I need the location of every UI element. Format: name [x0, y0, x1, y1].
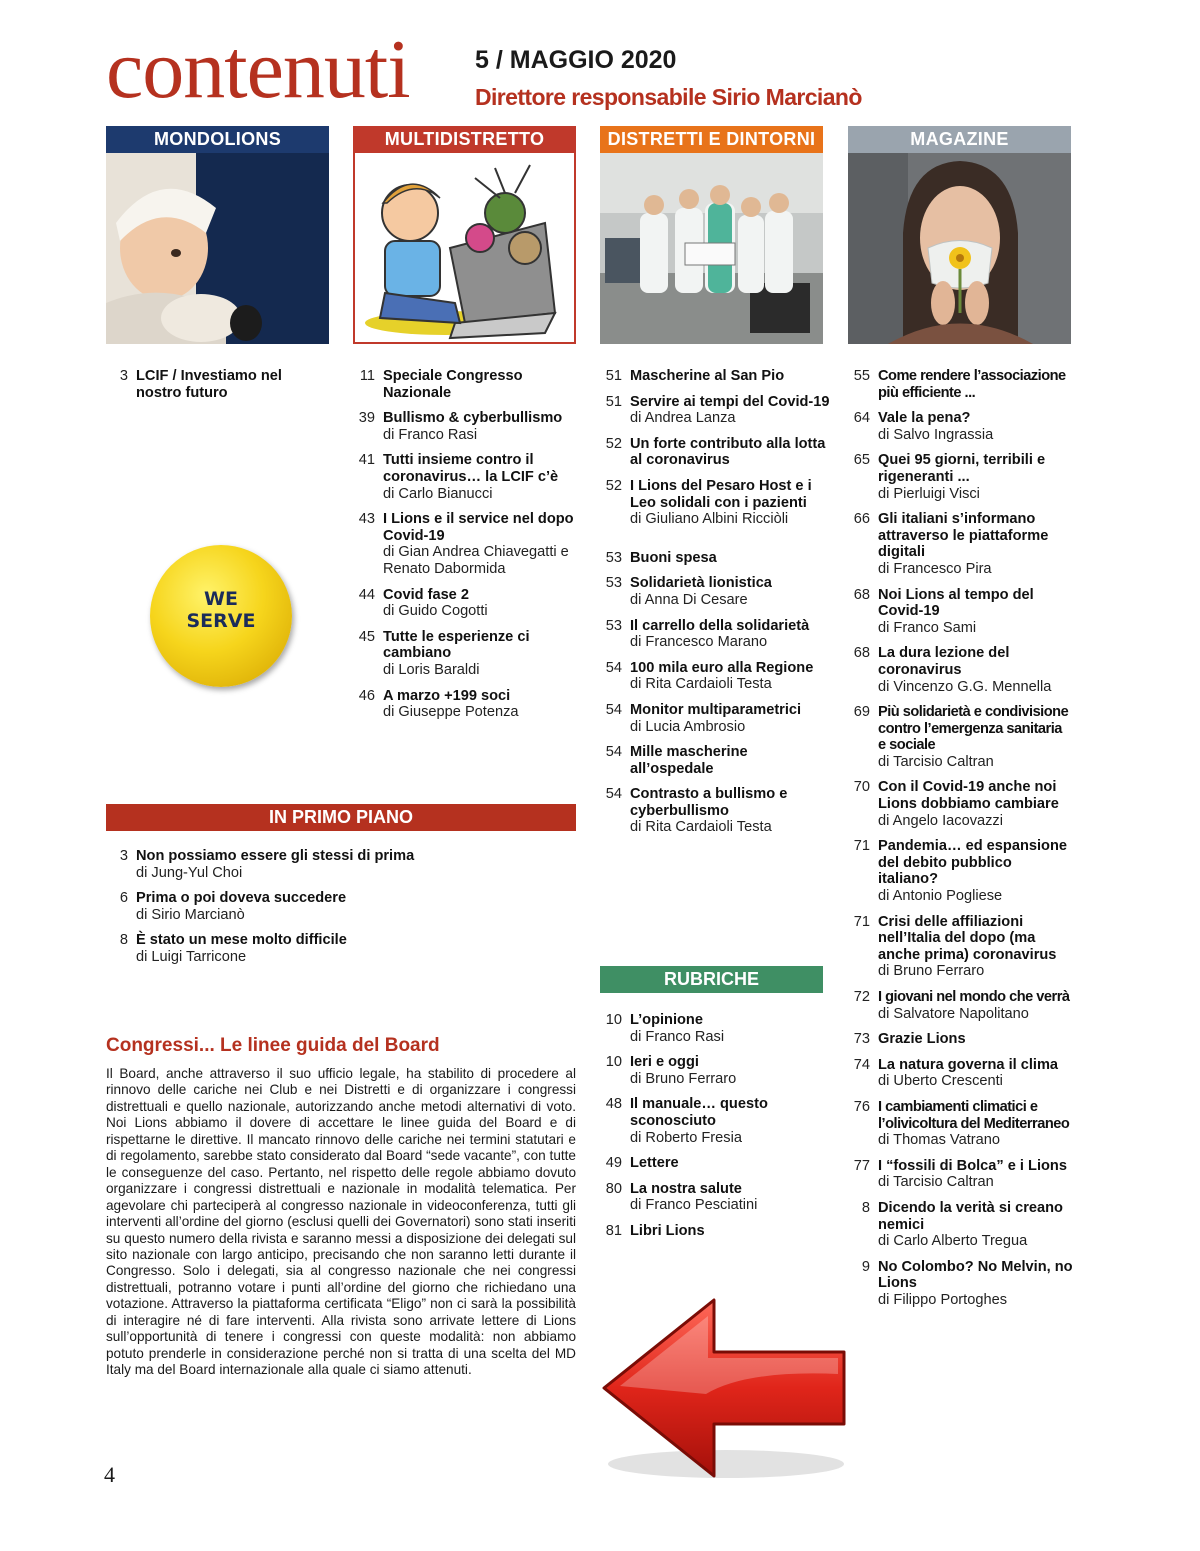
list-item[interactable]: 8 Dicendo la verità si creano nemici di Carlo Alberto Tregua	[861, 1199, 1063, 1250]
toc-magazine	[848, 368, 1073, 1318]
list-item[interactable]: 54 Monitor multiparametrici di Lucia Ambrosio	[605, 701, 802, 735]
list-item[interactable]: 8 È stato un mese molto difficile di Luigi Tarricone	[119, 932, 347, 965]
arrow-left-icon	[596, 1294, 856, 1484]
toc-mondolions	[106, 368, 329, 410]
list-item[interactable]: 71 Pandemia… ed espansione del debito pubblico italiano? di Antonio Pogliese	[853, 838, 1067, 905]
toc-multidistretto	[353, 368, 578, 730]
list-item[interactable]: 68 La dura lezione del coronavirus di Vincenzo G.G. Mennella	[853, 645, 1052, 695]
section-header-in-primo-piano: IN PRIMO PIANO	[106, 804, 576, 831]
list-item[interactable]: 81 Libri Lions	[605, 1222, 705, 1239]
list-item[interactable]: 10 Ieri e oggi di Bruno Ferraro	[605, 1054, 737, 1087]
toc-rubriche	[600, 1012, 830, 1249]
list-item[interactable]: 41 Tutti insieme contro il coronavirus… la LCIF c’è di Carlo Bianucci	[358, 452, 559, 502]
list-item[interactable]: 49 Lettere	[605, 1155, 679, 1172]
list-item[interactable]: 77 I “fossili di Bolca” e i Lions di Tarcisio Caltran	[853, 1157, 1067, 1191]
list-item[interactable]: 68 Noi Lions al tempo del Covid-19 di Franco Sami	[853, 586, 1034, 636]
list-item[interactable]: 76 I cambiamenti climatici e l’olivicoltura del Mediterraneo di Thomas Vatrano	[853, 1098, 1070, 1149]
list-item[interactable]: 71 Crisi delle affiliazioni nell’Italia del dopo (ma anche prima) coronavirus di Bruno Ferraro	[853, 913, 1057, 980]
article-title: Congressi... Le linee guida del Board	[106, 1035, 440, 1056]
section-header-mondolions: MONDOLIONS	[106, 126, 329, 153]
list-item[interactable]: 51 Mascherine al San Pio	[605, 368, 785, 384]
distretti-photo	[600, 153, 823, 344]
list-item[interactable]: 53 Il carrello della solidarietà di Francesco Marano	[605, 617, 810, 651]
list-item[interactable]: 54 100 mila euro alla Regione di Rita Cardaioli Testa	[605, 659, 814, 693]
list-item[interactable]: 39 Bullismo & cyberbullismo di Franco Rasi	[358, 410, 563, 443]
list-item[interactable]: 10 L’opinione di Franco Rasi	[605, 1012, 725, 1045]
list-item[interactable]: 11 Speciale Congresso Nazionale	[359, 368, 523, 401]
multidistretto-cartoon	[353, 153, 576, 344]
issue-date: 5 / MAGGIO 2020	[475, 46, 677, 74]
list-item[interactable]: 55 Come rendere l’associazione più efficiente ...	[853, 368, 1066, 401]
toc-distretti	[600, 368, 830, 845]
list-item[interactable]: 66 Gli italiani s’informano attraverso le piattaforme digitali di Francesco Pira	[853, 511, 1049, 577]
magazine-photo	[848, 153, 1071, 344]
mondolions-photo	[106, 153, 329, 344]
toc-in-primo-piano	[106, 848, 576, 975]
list-item[interactable]: 6 Prima o poi doveva succedere di Sirio Marcianò	[119, 890, 347, 923]
section-header-multidistretto: MULTIDISTRETTO	[353, 126, 576, 153]
list-item[interactable]: 3 Non possiamo essere gli stessi di prima di Jung-Yul Choi	[119, 848, 415, 881]
article-body: Il Board, anche attraverso il suo ufficio legale, ha stabilito di procedere al rinnovo delle cariche nei Club e nei Distretti e di organizzare i congressi distrettuali e quello nazionale, autorizzando anche metodi alternativi di voto. Noi Lions abbiamo il dovere di accettare le linee guida del Board e di rispettarne le direttive. Il mancato rinnovo delle cariche nei termini statutari e di regolamento, sarebbe stato considerato dal Board “sede vacante”, con tutte le conseguenze del caso. Pertanto, nel rispetto delle regole abbiamo dovuto organizzare i congressi distrettuali e nazionale in modalità telematica. Per agevolare chi parteciperà al congresso nazionale in videoconferenza, tutti gli interventi all’ordine del giorno (esclusi quelli dei Governatori) sono stati inseriti su questo numero della rivista e saranno messi a disposizione dei delegati sul sito nazionale con largo anticipo, precisando che non saranno letti durante il Congresso. Solo i delegati, sia al congresso nazionale che nei congressi distrettuali, potranno votare i punti all’ordine del giorno che richiedano una votazione. Attraverso la piattaforma certificata “Eligo” non ci sarà la possibilità di interagire né di fare interventi. Alla rivista sono arrivate lettere di Lions sull’opportunità di tenere i congressi con queste modalità: non abbiamo potuto prenderle in considerazione perché non si tratta di una scelta del MD Italy ma del Board internazionale alla quale ci siamo attenuti.	[106, 1066, 576, 1378]
editor-line: Direttore responsabile Sirio Marcianò	[475, 84, 862, 110]
list-item[interactable]: 65 Quei 95 giorni, terribili e rigeneranti ... di Pierluigi Visci	[853, 452, 1046, 502]
section-header-magazine: MAGAZINE	[848, 126, 1071, 153]
list-item[interactable]: 54 Contrasto a bullismo e cyberbullismo di Rita Cardaioli Testa	[605, 786, 788, 836]
list-item[interactable]: 52 I Lions del Pesaro Host e i Leo solidali con i pazienti di Giuliano Albini Ricciòli	[605, 477, 812, 528]
list-item[interactable]: 51 Servire ai tempi del Covid-19 di Andrea Lanza	[605, 393, 830, 427]
list-item[interactable]: 54 Mille mascherine all’ospedale	[605, 744, 748, 777]
magazine-section-title: contenuti	[106, 23, 410, 116]
list-item[interactable]: 53 Solidarietà lionistica di Anna Di Cesare	[605, 575, 772, 608]
list-item[interactable]: 64 Vale la pena? di Salvo Ingrassia	[853, 410, 994, 443]
list-item[interactable]: 80 La nostra salute di Franco Pesciatini	[605, 1180, 758, 1214]
list-item[interactable]: 9 No Colombo? No Melvin, no Lions di Filippo Portoghes	[861, 1258, 1073, 1308]
list-item[interactable]: 72 I giovani nel mondo che verrà di Salvatore Napolitano	[853, 989, 1070, 1022]
we-serve-badge: WE SERVE	[150, 545, 292, 687]
list-item[interactable]: 48 Il manuale… questo sconosciuto di Roberto Fresia	[605, 1096, 768, 1146]
list-item[interactable]: 69 Più solidarietà e condivisione contro l’emergenza sanitaria e sociale di Tarcisio Caltran	[853, 704, 1069, 770]
section-header-rubriche: RUBRICHE	[600, 966, 823, 993]
list-item[interactable]: 45 Tutte le esperienze ci cambiano di Loris Baraldi	[358, 628, 530, 678]
list-item[interactable]: 3 LCIF / Investiamo nel nostro futuro	[119, 368, 282, 401]
section-header-distretti: DISTRETTI E DINTORNI	[600, 126, 823, 153]
list-item[interactable]: 73 Grazie Lions	[853, 1031, 966, 1048]
list-item[interactable]: 52 Un forte contributo alla lotta al coronavirus	[605, 435, 826, 469]
page-number: 4	[104, 1462, 115, 1487]
list-item[interactable]: 43 I Lions e il service nel dopo Covid-19 di Gian Andrea Chiavegatti e Renato Dabormida	[358, 511, 574, 577]
list-item[interactable]: 44 Covid fase 2 di Guido Cogotti	[358, 586, 488, 620]
list-item[interactable]: 53 Buoni spesa	[605, 549, 717, 566]
list-item[interactable]: 46 A marzo +199 soci di Giuseppe Potenza	[358, 687, 519, 721]
list-item[interactable]: 70 Con il Covid-19 anche noi Lions dobbiamo cambiare di Angelo Iacovazzi	[853, 779, 1059, 829]
list-item[interactable]: 74 La natura governa il clima di Uberto Crescenti	[853, 1056, 1059, 1090]
